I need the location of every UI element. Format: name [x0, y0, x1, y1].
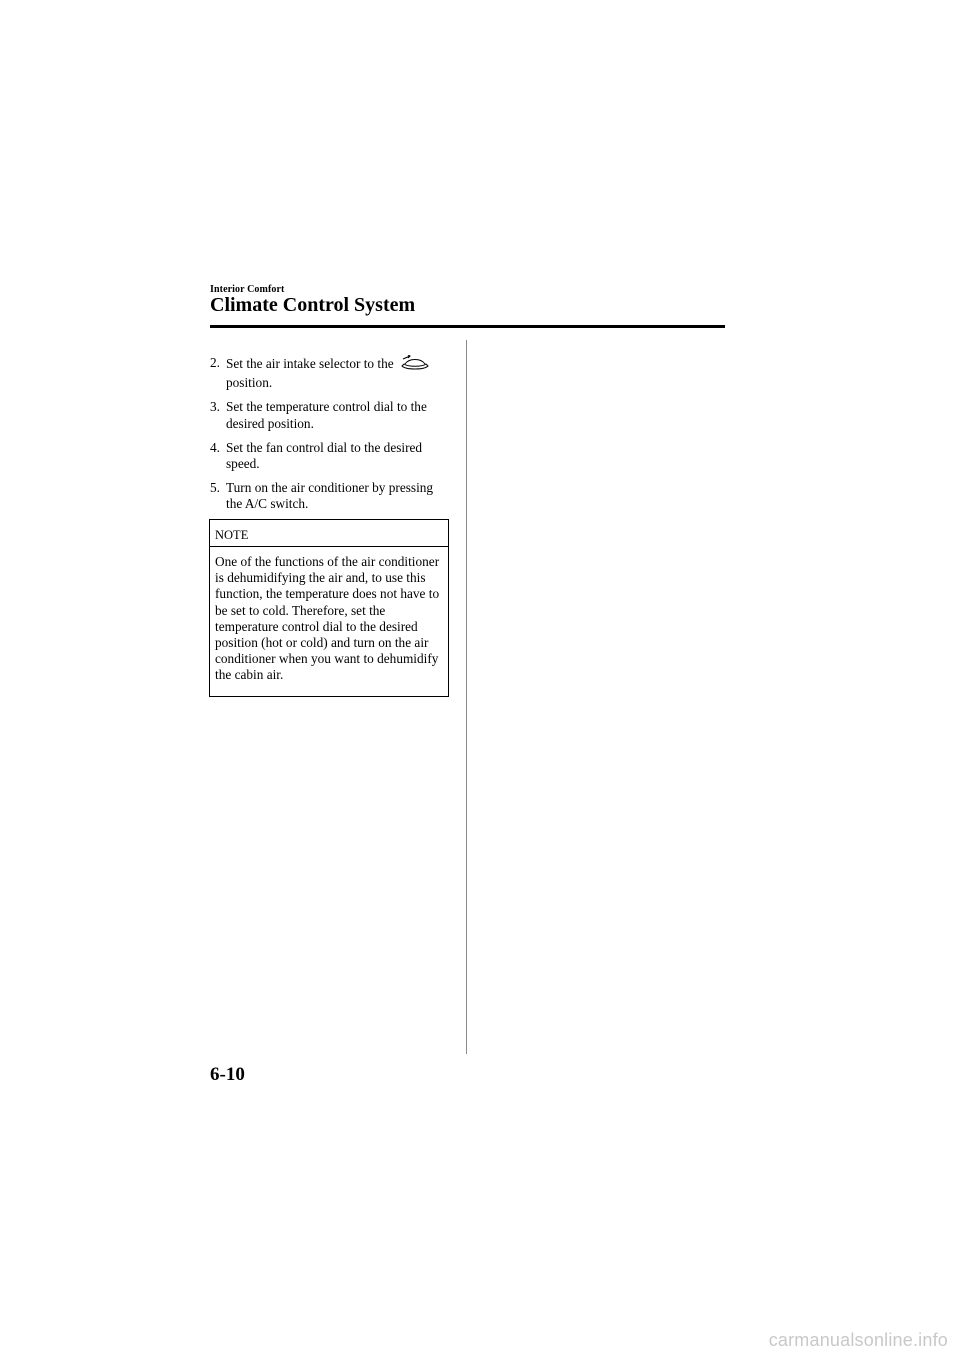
- step-text-part: position.: [226, 375, 273, 391]
- step-number: 2.: [210, 355, 220, 370]
- note-header: NOTE: [210, 520, 448, 547]
- step-text-part: Set the air intake selector to the: [226, 356, 394, 371]
- outside-air-icon: [400, 355, 430, 375]
- note-body: One of the functions of the air conditioner is dehumidifying the air and, to use this function, the temperature does not have to be set to cold. Therefore, set the temperature control dial to the desired position (hot or cold) and turn on the air conditioner when you want to dehumidify the cabin air.: [215, 554, 440, 683]
- step-number: 4.: [210, 439, 220, 455]
- step-number: 5.: [210, 479, 220, 495]
- step-number: 3.: [210, 399, 220, 415]
- page-title: Climate Control System: [210, 294, 416, 316]
- step-item: [210, 355, 450, 392]
- step-text: Set the temperature control dial to the desired position.: [226, 399, 427, 431]
- step-text: [226, 355, 450, 392]
- step-item: [210, 440, 450, 473]
- column-divider: [466, 340, 467, 1054]
- section-label: Interior Comfort: [210, 284, 285, 295]
- step-item: [210, 399, 450, 432]
- note-box: [209, 519, 449, 697]
- title-rule: [210, 325, 725, 328]
- page-number: 6-10: [210, 1064, 245, 1085]
- steps-list: [210, 355, 450, 520]
- step-text: Turn on the air conditioner by pressing the A/C switch.: [226, 479, 434, 512]
- step-text: Set the fan control dial to the desired speed.: [226, 439, 423, 471]
- watermark[interactable]: carmanualsonline.info: [768, 1330, 948, 1350]
- step-item: [210, 480, 450, 513]
